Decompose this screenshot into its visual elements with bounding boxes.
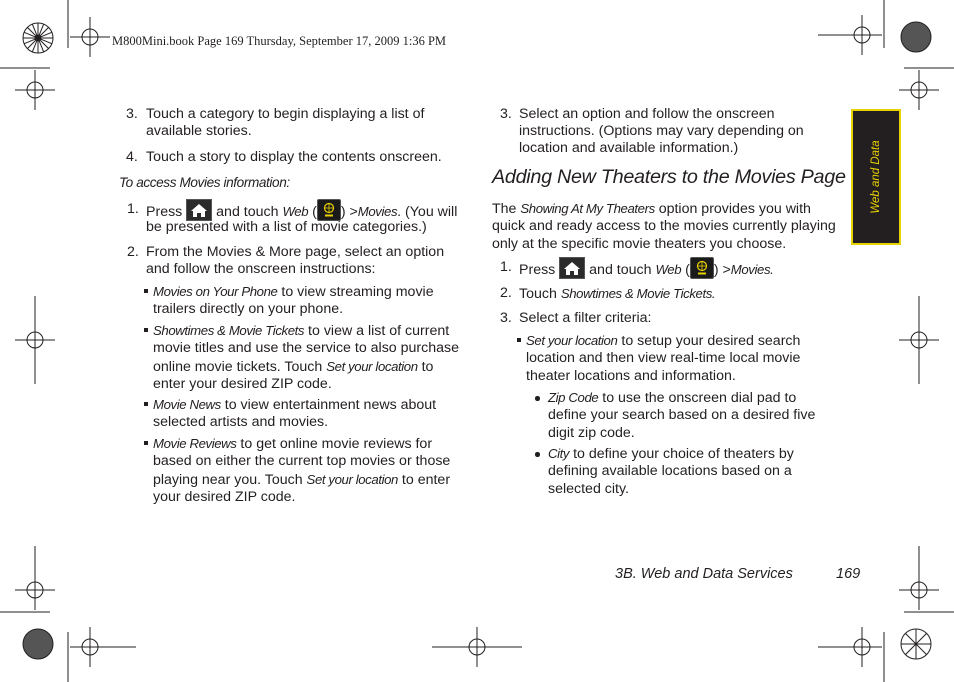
showtimes-term: Showtimes & Movie Tickets. bbox=[560, 286, 716, 301]
bullet-movie-news bbox=[144, 396, 436, 432]
bullet-text: to setup your desired search bbox=[617, 333, 801, 349]
bullet-text-line3: playing near you. Touch bbox=[153, 471, 307, 488]
bullet-text-line4: enter your desired ZIP code. bbox=[153, 375, 332, 392]
bullet-text: to view entertainment news about bbox=[220, 397, 437, 413]
step-number: 4. bbox=[126, 149, 138, 165]
footer-page-number: 169 bbox=[836, 566, 861, 582]
step-text-line2: instructions. (Options may vary depending on bbox=[519, 123, 804, 139]
dot-text-line3: digit zip code. bbox=[548, 424, 635, 441]
step-text: Touch a category to begin displaying a list of available stories. bbox=[146, 106, 425, 140]
movies-term: Movies bbox=[357, 203, 398, 219]
footer-section-name: 3B. Web and Data Services bbox=[615, 566, 793, 582]
step-text-line2: be presented with a list of movie categories.) bbox=[146, 219, 427, 235]
bullet-movies-on-phone bbox=[144, 283, 434, 319]
section-side-tab bbox=[851, 109, 901, 245]
paren-open: ( bbox=[685, 261, 690, 278]
dot-term: Zip Code bbox=[548, 390, 599, 405]
intro-text: option provides you with bbox=[654, 201, 811, 217]
step-number: 2. bbox=[500, 285, 512, 301]
bullet-text-line4: your desired ZIP code. bbox=[153, 488, 296, 505]
round-bullet-icon bbox=[535, 396, 540, 401]
bullet-text: to get online movie reviews for bbox=[236, 436, 433, 452]
bullet-term: Movie Reviews bbox=[153, 436, 237, 451]
bullet-text-line3: theater locations and information. bbox=[526, 367, 736, 384]
bullet-term: Showtimes & Movie Tickets bbox=[153, 323, 305, 338]
dot-zip-code bbox=[548, 389, 815, 442]
step-line bbox=[519, 259, 773, 281]
bullet-text: to view streaming movie bbox=[277, 284, 434, 300]
round-bullet-icon bbox=[535, 452, 540, 457]
dot-city bbox=[548, 445, 794, 498]
step-number: 3. bbox=[500, 106, 512, 122]
home-key-icon bbox=[559, 257, 585, 279]
paren-open: ( bbox=[312, 203, 317, 220]
dot-text-line2: defining available locations based on a bbox=[548, 463, 792, 480]
bullet-text-line2: based on either the current top movies or those bbox=[153, 453, 451, 470]
step-text-line3: location and available information.) bbox=[519, 140, 739, 156]
intro-term: Showing At My Theaters bbox=[520, 201, 655, 216]
step-text: . (You will bbox=[397, 203, 458, 220]
bullet-set-location bbox=[517, 332, 800, 385]
step-number: 2. bbox=[127, 244, 139, 260]
right-intro bbox=[492, 200, 842, 253]
step-text: Touch a story to display the contents onscreen. bbox=[146, 149, 442, 165]
web-term: Web bbox=[655, 261, 682, 277]
dot-text-line3: selected city. bbox=[548, 480, 629, 497]
square-bullet-icon bbox=[144, 441, 148, 445]
bullet-text-line2: location and then view real-time local movie bbox=[526, 350, 801, 367]
square-bullet-icon bbox=[144, 289, 148, 293]
intro-text: The bbox=[492, 201, 521, 217]
step-text: From the Movies & More page, select an option bbox=[146, 244, 445, 260]
step-number: 1. bbox=[127, 201, 139, 217]
bullet-showtimes bbox=[144, 322, 459, 393]
square-bullet-icon bbox=[144, 402, 148, 406]
press-text: Press bbox=[146, 203, 183, 220]
set-location-term: Set your location bbox=[306, 471, 398, 487]
square-bullet-icon bbox=[144, 328, 148, 332]
step-number: 3. bbox=[500, 310, 512, 326]
home-key-icon bbox=[186, 199, 212, 221]
bullet-text-line2: selected artists and movies. bbox=[153, 414, 329, 431]
step-text: Select an option and follow the onscreen bbox=[519, 106, 775, 122]
bullet-term: Movie News bbox=[153, 397, 221, 412]
movies-term: Movies. bbox=[730, 261, 774, 277]
step-number: 1. bbox=[500, 259, 512, 275]
paren-close: ) > bbox=[340, 203, 358, 220]
dot-text: to use the onscreen dial pad to bbox=[598, 390, 797, 406]
step-number: 3. bbox=[126, 106, 138, 122]
dot-text: to define your choice of theaters by bbox=[569, 446, 794, 462]
bullet-text-line3: online movie tickets. Touch bbox=[153, 358, 327, 375]
book-header: M800Mini.book Page 169 Thursday, September 17, 2009 1:36 PM bbox=[112, 34, 447, 48]
side-tab-label: Web and Data bbox=[870, 140, 882, 214]
bullet-text: to enter bbox=[397, 471, 451, 488]
bullet-term: Movies on Your Phone bbox=[153, 284, 278, 299]
web-globe-icon bbox=[690, 257, 714, 279]
bullet-text: to view a list of current bbox=[304, 323, 450, 339]
bullet-text-line2: trailers directly on your phone. bbox=[153, 301, 344, 318]
press-text: Press bbox=[519, 261, 556, 278]
bullet-term: Set your location bbox=[526, 333, 618, 348]
paren-close: ) > bbox=[713, 261, 731, 278]
bullet-text: to bbox=[417, 358, 434, 375]
bullet-text-line2: movie titles and use the service to also purchase bbox=[153, 340, 459, 357]
intro-text-line2: quick and ready access to the movies currently playing bbox=[492, 218, 836, 235]
set-location-term: Set your location bbox=[326, 358, 418, 374]
bullet-movie-reviews bbox=[144, 435, 450, 506]
step-text: Select a filter criteria: bbox=[519, 310, 652, 326]
step-text-line2: and follow the onscreen instructions: bbox=[146, 261, 376, 277]
and-touch-text: and touch bbox=[216, 203, 279, 220]
dot-term: City bbox=[548, 446, 570, 461]
square-bullet-icon bbox=[517, 338, 521, 342]
web-term: Web bbox=[282, 203, 309, 219]
and-touch-text: and touch bbox=[589, 261, 652, 278]
intro-text-line3: only at the specific movie theaters you choose. bbox=[492, 235, 787, 252]
dot-text-line2: define your search based on a desired five bbox=[548, 407, 816, 424]
section-heading: Adding New Theaters to the Movies Page bbox=[492, 166, 846, 188]
step-text: Touch bbox=[519, 286, 561, 302]
web-globe-icon bbox=[317, 199, 341, 221]
access-movies-heading: To access Movies information: bbox=[119, 175, 290, 190]
